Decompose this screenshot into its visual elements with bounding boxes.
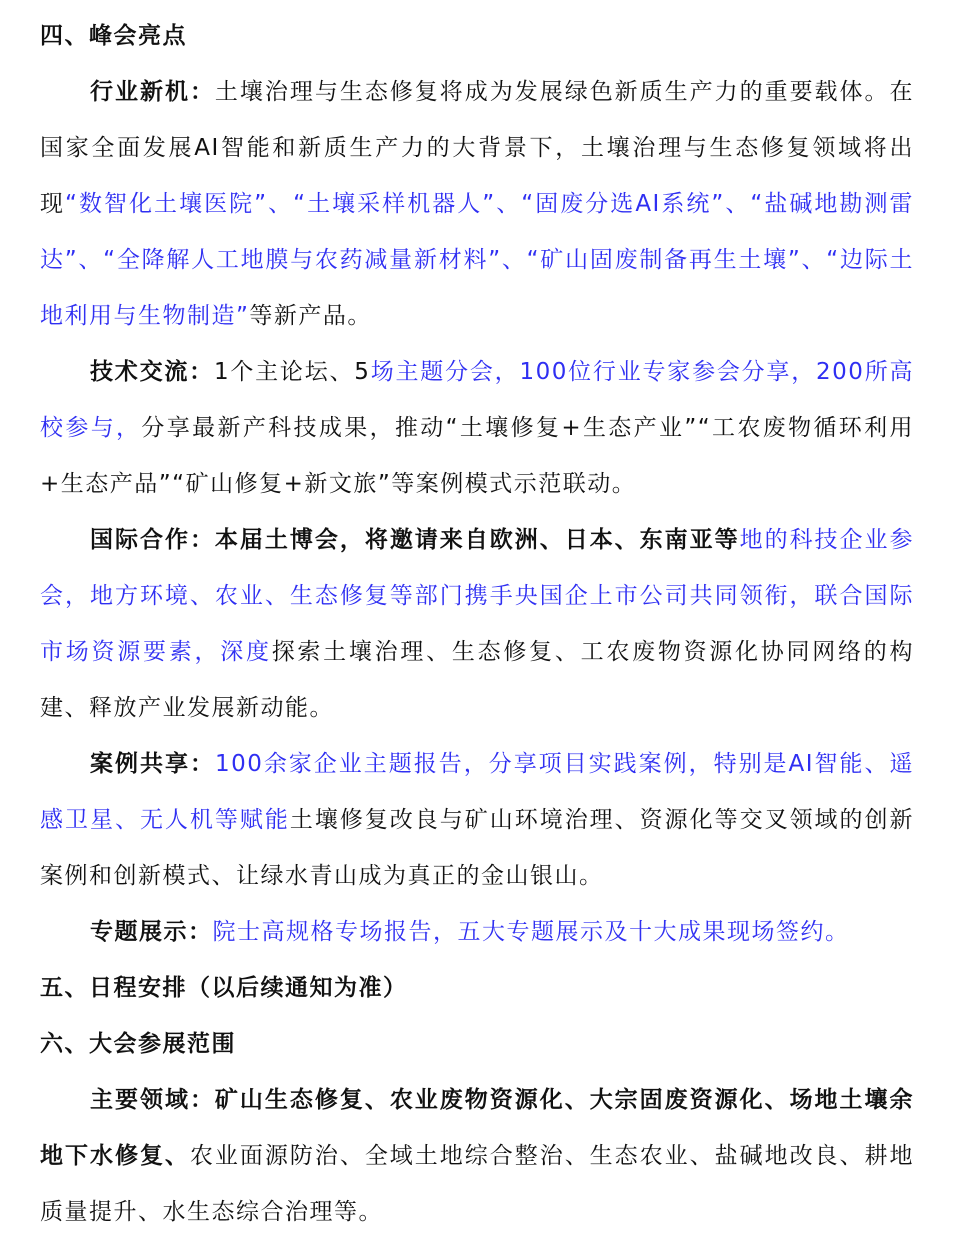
body-text: 分享最新产科技成果，推动“土壤修复+生态产业”“工农废物循环利用+生态产品”“矿山修复+新文旅”等案例模式示范联动。 [40,415,915,497]
body-text: 探索土壤治理、生态修复、工农废物资源化协同网络的构建、释放产业发展新动能。 [40,639,915,721]
paragraph [40,64,914,344]
section-heading [40,1016,914,1072]
body-text: 农业面源防治、全域土地综合整治、生态农业、盐碱地改良、耕地质量提升、水生态综合治理等。 [40,1143,915,1225]
highlighted-text: “数智化土壤医院”、“土壤采样机器人”、“固废分选AI系统”、“盐碱地勘测雷达”、“全降解人工地膜与农药减量新材料”、“矿山固废制备再生土壤”、“边际土地利用与生物制造” [40,191,914,329]
paragraph [40,736,914,904]
section-heading [40,960,914,1016]
highlighted-text: 地的科技企业参会，地方环境、农业、生态修复等部门携手央国企上市公司共同领衔，联合国际市场资源要素，深度 [40,527,914,665]
bold-text: 案例共享： [90,751,215,777]
bold-text: 四、峰会亮点 [40,23,187,49]
paragraph [40,904,914,960]
bold-text: 专题展示： [90,919,213,945]
highlighted-text: 100余家企业主题报告，分享项目实践案例，特别是AI智能、遥感卫星、无人机等赋能 [40,751,915,833]
paragraph [40,1072,914,1240]
bold-text: 六、大会参展范围 [40,1031,236,1057]
bold-text: 国际合作：本届土博会，将邀请来自欧洲、日本、东南亚等 [90,527,740,553]
section-heading [40,8,914,64]
paragraph [40,344,914,512]
highlighted-text: 场主题分会，100位行业专家参会分享，200所高校参与， [40,359,914,441]
body-text: 土壤治理与生态修复将成为发展绿色新质生产力的重要载体。在国家全面发展AI智能和新质生产力的大背景下，土壤治理与生态修复领域将出现 [40,79,914,217]
bold-text: 技术交流： [90,359,214,385]
bold-text: 行业新机： [90,79,215,105]
bold-text: 五、日程安排（以后续通知为准） [40,975,408,1001]
paragraph [40,512,914,736]
body-text: 等新产品。 [249,303,372,329]
body-text: 1个主论坛、5 [213,359,371,385]
highlighted-text: 院士高规格专场报告，五大专题展示及十大成果现场签约。 [212,919,850,945]
body-text: 土壤修复改良与矿山环境治理、资源化等交叉领域的创新案例和创新模式、让绿水青山成为真正的金山银山。 [40,807,915,889]
bold-text: 主要领域：矿山生态修复、农业废物资源化、大宗固废资源化、场地土壤余地下水修复、 [40,1087,914,1169]
